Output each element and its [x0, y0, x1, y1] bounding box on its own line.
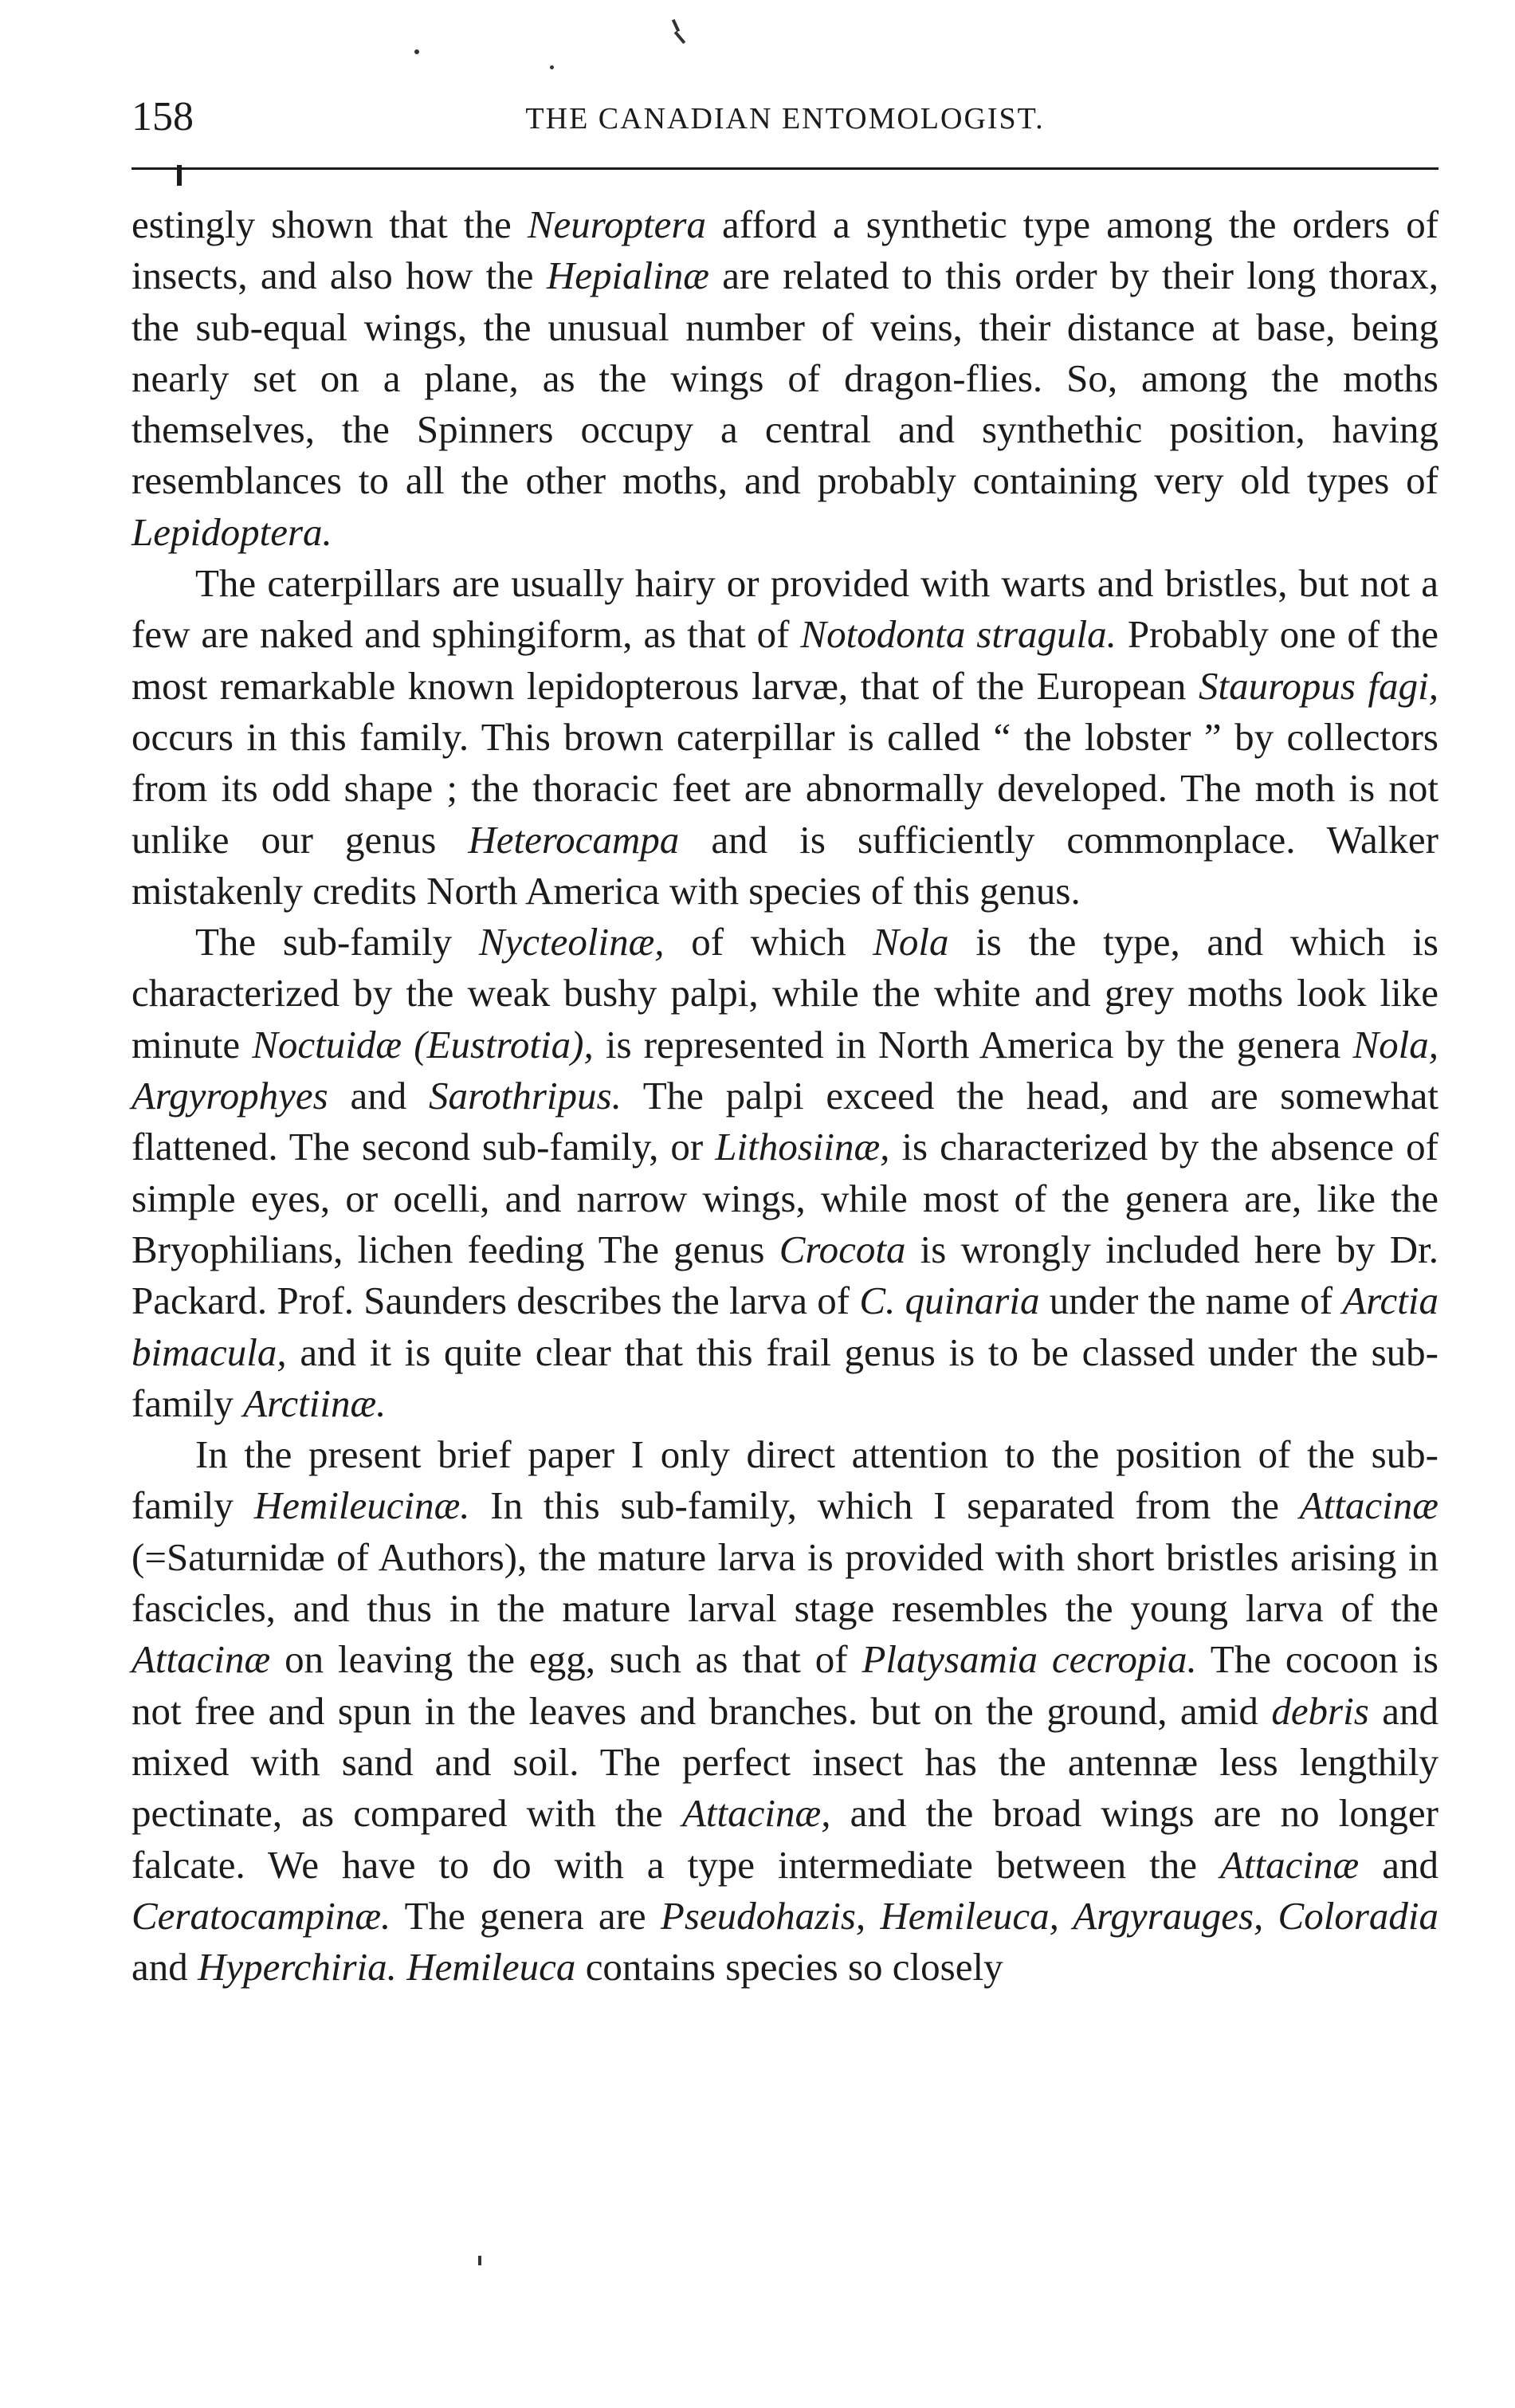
text-run: are related to this order by their long thorax, the sub-equal wings, the unusual number of veins, their distance at base, being nearly set on a plane, as the wings of dragon-flies. So, among the moths themselves, the Spinners occupy a central and synthethic position, having resemblances to all the other moths, and probably containing very old types of: [131, 253, 1438, 503]
text-run: and it is quite clear that this frail genus is to be classed under the sub-family: [131, 1330, 1438, 1425]
italic-term: Lithosiinæ,: [715, 1125, 890, 1169]
print-speck: [550, 65, 554, 69]
text-run: estingly shown that the: [131, 202, 528, 246]
italic-term: Hemileuca: [406, 1945, 576, 1990]
page-number: 158: [131, 94, 194, 139]
text-run: contains species so closely: [575, 1945, 1003, 1990]
text-run: The caterpillars are usually hairy or provided with warts and bristles, but not a few are naked and sphingiform, as that of: [131, 561, 1438, 657]
text-run: is represented in North America by the genera: [593, 1022, 1353, 1067]
text-run: The sub-family: [195, 920, 479, 964]
text-run: and the broad wings are no longer falcate. We have to do with a type intermediate between the: [131, 1791, 1438, 1887]
italic-term: Noctuidæ (Eustrotia),: [252, 1022, 594, 1067]
italic-term: Crocota: [779, 1227, 906, 1271]
text-run: [397, 1945, 406, 1989]
print-speck: [478, 2256, 481, 2265]
italic-term: Nola: [873, 920, 949, 964]
italic-term: Attacinæ: [1220, 1842, 1360, 1887]
italic-term: Lepidoptera.: [131, 509, 332, 554]
text-run: on leaving the egg, such as that of: [270, 1637, 862, 1682]
text-run: The genera are: [391, 1893, 661, 1938]
italic-term: Attacinæ,: [681, 1791, 831, 1836]
running-title: THE CANADIAN ENTOMOLOGIST.: [525, 102, 1045, 136]
text-run: In the present brief paper I only direct attention to the position of the sub-family: [131, 1432, 1438, 1528]
text-run: and mixed with sand and soil. The perfect insect has the antennæ less lengthily pectinate, as compared with the: [131, 1688, 1439, 1836]
text-run: and is sufficiently commonplace. Walker mistakenly credits North America with species of this genus.: [131, 817, 1438, 913]
text-run: of which: [664, 920, 873, 964]
text-run: In this sub-family, which I separated from the: [469, 1483, 1300, 1528]
header-rule: [131, 167, 1438, 170]
text-run: and: [328, 1074, 429, 1118]
italic-term: Arctiinæ.: [243, 1381, 387, 1425]
header-rule-mark: [177, 165, 182, 186]
text-run: and: [131, 1945, 198, 1990]
italic-term: Ceratocampinæ.: [131, 1893, 391, 1938]
text-run: under the name of: [1039, 1279, 1343, 1323]
italic-term: Sarothripus.: [429, 1074, 622, 1118]
italic-term: Hyperchiria.: [198, 1945, 397, 1990]
italic-term: Attacinæ: [131, 1637, 271, 1682]
paragraph: [131, 1429, 1438, 1993]
page-header: [131, 92, 1438, 147]
text-run: afford a synthetic type among the orders of insects, and also how the: [131, 202, 1439, 298]
text-run: (=Saturnidæ of Authors), the mature larva is provided with short bristles arising in fascicles, and thus in the mature larval stage resembles the young larva of the: [131, 1534, 1438, 1631]
italic-term: Attacinæ: [1299, 1483, 1438, 1528]
italic-term: Nola, Argyrophyes: [131, 1022, 1438, 1118]
paragraph: [131, 917, 1438, 1429]
print-speck: [414, 49, 419, 54]
text-run: Probably one of the most remarkable known lepidopterous larvæ, that of the European: [131, 612, 1438, 708]
italic-term: Notodonta stragula.: [800, 612, 1117, 657]
italic-term: Neuroptera: [527, 202, 706, 246]
text-run: The palpi exceed the head, and are somewhat flattened. The second sub-family, or: [131, 1074, 1438, 1169]
italic-term: Platysamia cecropia.: [862, 1637, 1197, 1682]
italic-term: C. quinaria: [859, 1279, 1040, 1323]
italic-term: Nycteolinæ,: [478, 920, 665, 964]
body-text: [131, 199, 1438, 1993]
text-run: The cocoon is not free and spun in the leaves and branches. but on the ground, amid: [131, 1637, 1438, 1733]
italic-term: Hepialinæ: [546, 253, 709, 298]
text-run: occurs in this family. This brown caterpillar is called “ the lobster ” by collectors from its odd shape ; the thoracic feet are abnormally developed. The moth is not unlike our genus: [131, 714, 1438, 862]
italic-term: Hemileucinæ.: [253, 1483, 470, 1528]
text-run: is wrongly included here by Dr. Packard. Prof. Saunders describes the larva of: [131, 1227, 1438, 1323]
text-run: is the type, and which is characterized by the weak bushy palpi, while the white and grey moths look like minute: [131, 920, 1438, 1067]
print-speck: [674, 31, 686, 44]
text-run: and: [1359, 1842, 1439, 1887]
italic-term: Arctia bimacula,: [131, 1279, 1439, 1374]
paragraph: [131, 199, 1438, 558]
italic-term: Pseudohazis, Hemileuca, Argyrauges, Coloradia: [660, 1893, 1439, 1938]
text-run: is characterized by the absence of simple eyes, or ocelli, and narrow wings, while most of the genera are, like the Bryophilians, lichen feeding The genus: [131, 1125, 1438, 1271]
italic-term: Stauropus fagi,: [1199, 663, 1438, 708]
italic-term: debris: [1271, 1688, 1369, 1733]
paragraph: [131, 558, 1438, 917]
italic-term: Heterocampa: [468, 817, 680, 862]
